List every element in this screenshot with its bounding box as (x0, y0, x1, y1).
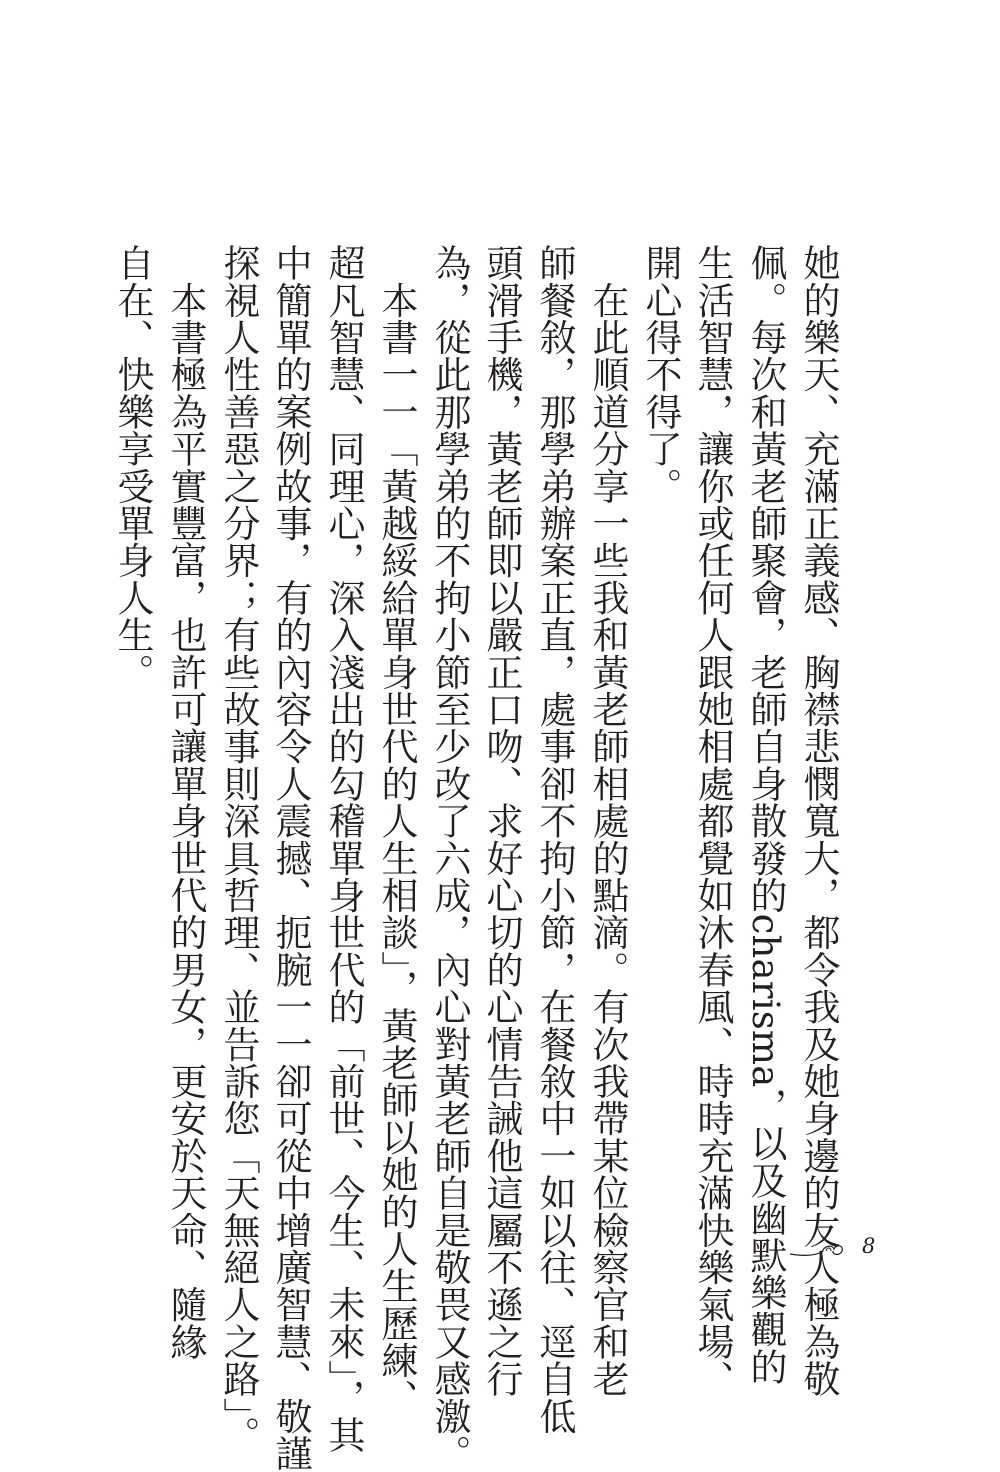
text-column-3: 生活智慧，讓你或任何人跟她相處都覺如沐春風、時時充滿快樂氣場、 (691, 244, 734, 1398)
text-column-12: 探視人性善惡之分界；有些故事則深具哲理、並告訴您「天無絕人之路」。 (217, 244, 260, 1454)
text-column-7: 頭滑手機，黃老師即以嚴正口吻、求好心切的心情告誡他這屬不遜之行 (480, 244, 523, 1398)
text-column-9: 本書一一「黃越綏給單身世代的人生相談」，黃老師以她的人生歷練、 (375, 244, 418, 1416)
text-column-10: 超凡智慧、同理心，深入淺出的勾稽單身世代的「前世、今生、未來」，其 (322, 244, 365, 1454)
text-column-6: 師餐敘，那學弟辦案正直，處事卻不拘小節，在餐敘中一如以往、逕自低 (533, 244, 576, 1435)
text-column-13: 本書極為平實豐富，也許可讓單身世代的男女，更安於天命、隨緣 (164, 244, 207, 1360)
text-column-11: 中簡單的案例故事，有的內容令人震撼、扼腕一一卻可從中增廣智慧、敬謹 (269, 244, 312, 1472)
cloud-swirl-icon (788, 1236, 850, 1260)
text-column-8: 為，從此那學弟的不拘小節至少改了六成，內心對黃老師自是敬畏又感激。 (428, 244, 471, 1472)
text-column-2: 佩。每次和黃老師聚會，老師自身散發的charisma，以及幽默樂觀的 (744, 244, 787, 1386)
text-column-4: 開心得不得了。 (639, 244, 682, 505)
text-column-5: 在此順道分享一些我和黃老師相處的點滴。有次我帶某位檢察官和老 (586, 244, 629, 1398)
page-number: 8 (862, 1234, 876, 1258)
text-column-1: 她的樂天、充滿正義感、胸襟悲憫寬大，都令我及她身邊的友人極為敬 (797, 244, 840, 1398)
text-column-14: 自在、快樂享受單身人生。 (111, 244, 154, 691)
